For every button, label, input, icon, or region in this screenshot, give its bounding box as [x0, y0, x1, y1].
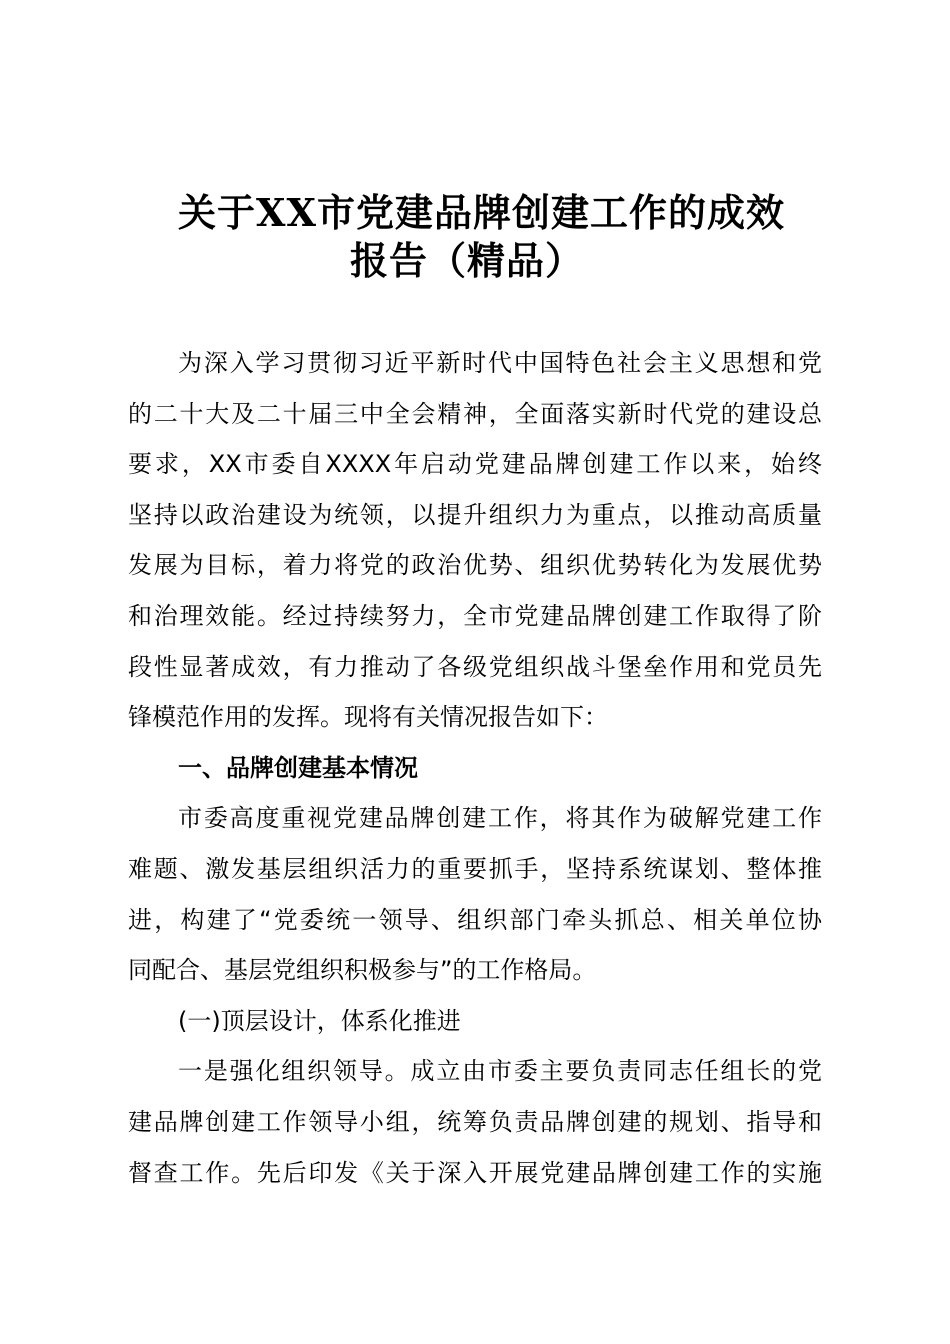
- subsection-heading: (一)顶层设计，体系化推进: [178, 1006, 461, 1035]
- section-line: 进，构建了“党委统一领导、组织部门牵头抓总、相关单位协: [128, 905, 822, 934]
- document-title-line-1: 关于XX市党建品牌创建工作的成效: [178, 190, 785, 235]
- document-title-line-2: 报告（精品）: [350, 238, 585, 283]
- section-line: 市委高度重视党建品牌创建工作，将其作为破解党建工作: [178, 804, 822, 833]
- intro-line: 和治理效能。经过持续努力，全市党建品牌创建工作取得了阶: [128, 601, 822, 630]
- subsection-line: 一是强化组织领导。成立由市委主要负责同志任组长的党: [178, 1057, 822, 1086]
- intro-line: 发展为目标，着力将党的政治优势、组织优势转化为发展优势: [128, 551, 822, 580]
- intro-line: 要求，XX市委自XXXX年启动党建品牌创建工作以来，始终: [128, 450, 822, 479]
- section-line: 难题、激发基层组织活力的重要抓手，坚持系统谋划、整体推: [128, 854, 822, 883]
- subsection-line: 建品牌创建工作领导小组，统筹负责品牌创建的规划、指导和: [128, 1107, 822, 1136]
- section-line: 同配合、基层党组织积极参与”的工作格局。: [128, 956, 597, 985]
- intro-line: 的二十大及二十届三中全会精神，全面落实新时代党的建设总: [128, 399, 822, 428]
- intro-line: 为深入学习贯彻习近平新时代中国特色社会主义思想和党: [178, 349, 822, 377]
- intro-line: 坚持以政治建设为统领，以提升组织力为重点，以推动高质量: [128, 500, 822, 529]
- intro-line: 锋模范作用的发挥。现将有关情况报告如下：: [128, 703, 608, 732]
- intro-line: 段性显著成效，有力推动了各级党组织战斗堡垒作用和党员先: [128, 652, 822, 681]
- subsection-line: 督查工作。先后印发《关于深入开展党建品牌创建工作的实施: [128, 1158, 822, 1187]
- document-body: [128, 338, 822, 1198]
- section-heading: 一、品牌创建基本情况: [178, 753, 418, 782]
